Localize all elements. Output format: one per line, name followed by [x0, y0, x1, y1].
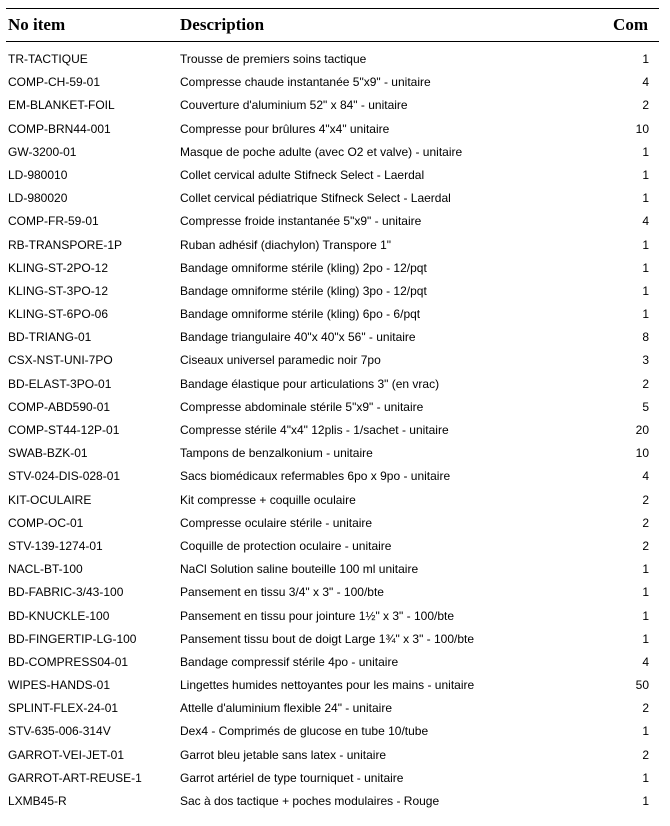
item-number: WIPES-HANDS-01	[8, 678, 111, 693]
table-row	[6, 373, 659, 396]
item-number: GARROT-VEI-JET-01	[8, 747, 125, 762]
item-quantity: 2	[642, 538, 649, 553]
table-row	[6, 257, 659, 280]
item-description: Trousse de premiers soins tactique	[180, 52, 367, 66]
table-row	[6, 187, 659, 210]
table-row	[6, 628, 659, 651]
item-description: Bandage élastique pour articulations 3" (en vrac)	[180, 376, 440, 391]
item-quantity: 2	[642, 747, 649, 762]
item-quantity: 4	[642, 654, 649, 669]
item-table-body	[6, 48, 659, 813]
item-number: KLING-ST-6PO-06	[8, 307, 109, 322]
table-row	[6, 442, 659, 465]
item-quantity: 1	[642, 283, 649, 298]
item-number: BD-COMPRESS04-01	[8, 654, 129, 669]
item-description: Pansement en tissu pour jointure 1½" x 3" - 100/bte	[180, 608, 455, 623]
item-number: STV-139-1274-01	[8, 538, 103, 553]
item-description: Bandage triangulaire 40"x 40"x 56" - unitaire	[180, 330, 416, 345]
item-quantity: 8	[642, 330, 649, 345]
item-quantity: 1	[642, 585, 649, 600]
item-description: Pansement tissu bout de doigt Large 1¾" x 3" - 100/bte	[180, 631, 475, 646]
item-quantity: 10	[635, 446, 649, 461]
item-quantity: 1	[642, 608, 649, 623]
item-quantity: 2	[642, 492, 649, 507]
item-description: Bandage omniforme stérile (kling) 3po - 12/pqt	[180, 283, 427, 298]
item-description: Sac à dos tactique + poches modulaires - Rouge	[180, 794, 440, 808]
table-row	[6, 767, 659, 790]
item-quantity: 50	[635, 678, 649, 693]
table-row	[6, 489, 659, 512]
item-quantity: 2	[642, 376, 649, 391]
table-row	[6, 790, 659, 813]
item-quantity: 1	[642, 562, 649, 577]
item-number: EM-BLANKET-FOIL	[8, 98, 115, 113]
table-row	[6, 605, 659, 628]
item-number: LD-980010	[8, 167, 68, 182]
table-row	[6, 419, 659, 442]
item-number: COMP-CH-59-01	[8, 75, 101, 90]
table-row	[6, 141, 659, 164]
item-description: Kit compresse + coquille oculaire	[180, 492, 356, 507]
table-row	[6, 280, 659, 303]
table-row	[6, 720, 659, 743]
table-row	[6, 465, 659, 488]
table-row	[6, 303, 659, 326]
item-quantity: 4	[642, 214, 649, 229]
table-row	[6, 697, 659, 720]
item-description: Couverture d'aluminium 52" x 84" - unitaire	[180, 98, 408, 113]
table-row	[6, 48, 659, 71]
item-description: Attelle d'aluminium flexible 24" - unitaire	[180, 701, 392, 716]
item-number: KIT-OCULAIRE	[8, 492, 92, 507]
item-description: Masque de poche adulte (avec O2 et valve) - unitaire	[180, 144, 463, 159]
table-row	[6, 558, 659, 581]
item-quantity: 1	[642, 307, 649, 322]
item-description: Collet cervical pédiatrique Stifneck Select - Laerdal	[180, 191, 451, 206]
item-number: GW-3200-01	[8, 144, 77, 159]
item-description: Bandage omniforme stérile (kling) 2po - 12/pqt	[180, 260, 427, 275]
item-description: Pansement en tissu 3/4" x 3" - 100/bte	[180, 585, 384, 600]
item-number: COMP-ABD590-01	[8, 399, 111, 414]
item-number: NACL-BT-100	[8, 562, 83, 577]
table-row	[6, 581, 659, 604]
item-quantity: 1	[642, 724, 649, 739]
item-quantity: 3	[642, 353, 649, 368]
item-description: Dex4 - Comprimés de glucose en tube 10/tube	[180, 724, 429, 739]
item-number: KLING-ST-2PO-12	[8, 260, 109, 275]
table-row	[6, 210, 659, 233]
item-quantity: 4	[642, 75, 649, 90]
item-number: COMP-ST44-12P-01	[8, 423, 120, 437]
item-quantity: 1	[642, 631, 649, 646]
item-number: SWAB-BZK-01	[8, 446, 88, 461]
item-number: CSX-NST-UNI-7PO	[8, 353, 113, 368]
item-description: NaCl Solution saline bouteille 100 ml unitaire	[180, 562, 419, 577]
table-row	[6, 651, 659, 674]
item-description: Coquille de protection oculaire - unitaire	[180, 538, 392, 553]
table-row	[6, 744, 659, 767]
item-number: COMP-FR-59-01	[8, 214, 99, 229]
item-number: SPLINT-FLEX-24-01	[8, 701, 119, 716]
item-number: BD-KNUCKLE-100	[8, 608, 110, 623]
item-quantity: 2	[642, 515, 649, 530]
item-description: Lingettes humides nettoyantes pour les mains - unitaire	[180, 678, 475, 693]
item-description: Compresse froide instantanée 5"x9" - unitaire	[180, 214, 422, 229]
item-description: Tampons de benzalkonium - unitaire	[180, 446, 373, 461]
header-description: Description	[180, 15, 265, 34]
table-row	[6, 234, 659, 257]
item-description: Compresse oculaire stérile - unitaire	[180, 515, 373, 530]
item-description: Garrot artériel de type tourniquet - unitaire	[180, 770, 404, 785]
item-number: COMP-OC-01	[8, 515, 84, 530]
item-number: BD-FINGERTIP-LG-100	[8, 631, 137, 646]
item-number: STV-635-006-314V	[8, 724, 111, 739]
table-row	[6, 674, 659, 697]
item-quantity: 1	[642, 191, 649, 206]
item-quantity: 2	[642, 701, 649, 716]
item-description: Bandage omniforme stérile (kling) 6po - 6/pqt	[180, 307, 421, 322]
item-number: BD-FABRIC-3/43-100	[8, 585, 124, 600]
item-description: Compresse chaude instantanée 5"x9" - unitaire	[180, 75, 431, 90]
item-number: STV-024-DIS-028-01	[8, 469, 121, 484]
item-number: LXMB45-R	[8, 794, 67, 808]
item-number: KLING-ST-3PO-12	[8, 283, 109, 298]
item-description: Compresse pour brûlures 4"x4" unitaire	[180, 121, 390, 136]
table-row	[6, 349, 659, 372]
item-description: Compresse abdominale stérile 5"x9" - unitaire	[180, 399, 424, 414]
item-number: RB-TRANSPORE-1P	[8, 237, 123, 252]
item-description: Ruban adhésif (diachylon) Transpore 1"	[180, 237, 392, 252]
table-row	[6, 396, 659, 419]
item-quantity: 1	[642, 167, 649, 182]
item-description: Garrot bleu jetable sans latex - unitaire	[180, 747, 387, 762]
item-description: Ciseaux universel paramedic noir 7po	[180, 353, 381, 368]
item-quantity: 10	[635, 121, 649, 136]
table-row	[6, 94, 659, 117]
item-quantity: 2	[642, 98, 649, 113]
item-quantity: 1	[642, 144, 649, 159]
table-row	[6, 118, 659, 141]
table-row	[6, 164, 659, 187]
item-description: Sacs biomédicaux refermables 6po x 9po - unitaire	[180, 469, 451, 484]
table-header	[6, 8, 659, 42]
item-description: Collet cervical adulte Stifneck Select - Laerdal	[180, 167, 425, 182]
item-quantity: 1	[642, 52, 649, 66]
header-quantity: Com	[613, 15, 648, 34]
item-number: COMP-BRN44-001	[8, 121, 111, 136]
item-quantity: 1	[642, 794, 649, 808]
item-number: TR-TACTIQUE	[8, 52, 88, 66]
item-number: BD-ELAST-3PO-01	[8, 376, 112, 391]
item-number: BD-TRIANG-01	[8, 330, 92, 345]
table-row	[6, 512, 659, 535]
item-quantity: 1	[642, 260, 649, 275]
table-row	[6, 535, 659, 558]
item-description: Bandage compressif stérile 4po - unitaire	[180, 654, 399, 669]
item-description: Compresse stérile 4"x4" 12plis - 1/sachet - unitaire	[180, 423, 449, 437]
table-row	[6, 71, 659, 94]
item-quantity: 4	[642, 469, 649, 484]
item-quantity: 5	[642, 399, 649, 414]
header-item-number: No item	[8, 15, 66, 34]
table-row	[6, 326, 659, 349]
item-quantity: 20	[635, 423, 649, 437]
item-number: LD-980020	[8, 191, 68, 206]
item-quantity: 1	[642, 237, 649, 252]
item-quantity: 1	[642, 770, 649, 785]
item-number: GARROT-ART-REUSE-1	[8, 770, 142, 785]
